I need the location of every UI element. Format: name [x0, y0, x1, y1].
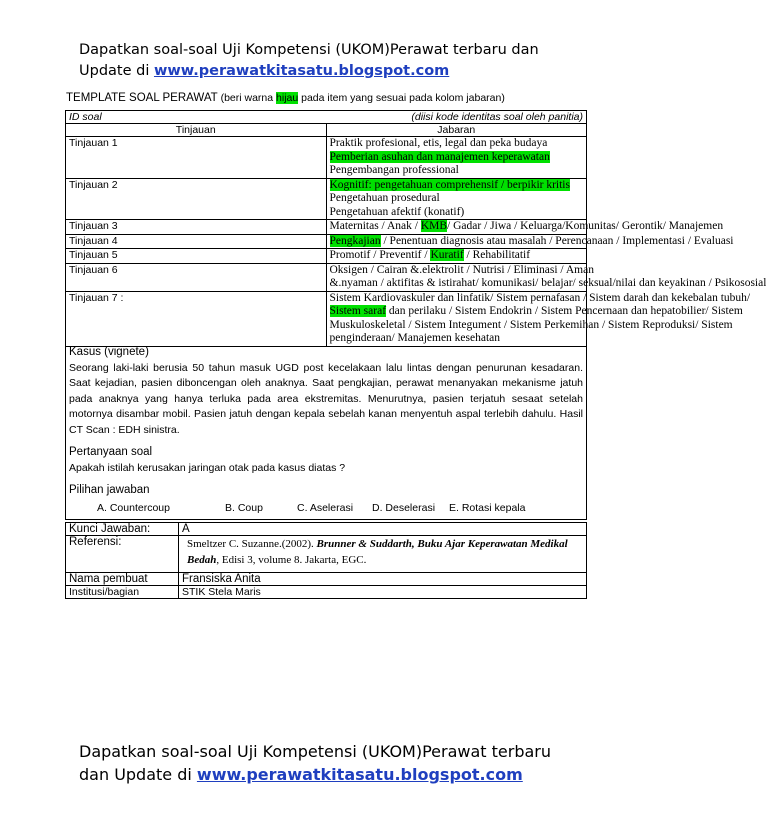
referensi-row: [66, 536, 587, 573]
referensi-value: [179, 536, 587, 573]
tinjauan-row: [66, 137, 587, 179]
tinjauan-label: Tinjauan 2: [66, 178, 327, 220]
header-top-text: Dapatkan soal-soal Uji Kompetensi (UKOM)Perawat terbaru dan Update di: [79, 42, 539, 79]
jabaran-text: Promotif / Preventif /: [329, 249, 431, 261]
jabaran-line: [329, 318, 733, 333]
jabaran-text: Muskuloskeletal / Sistem Integument / Sistem Perkemihan / Sistem Reproduksi/ Sistem: [329, 318, 733, 331]
kasus-label: Kasus (vignete): [69, 346, 149, 358]
jabaran-cell: [326, 291, 751, 346]
jabaran-text: Pengetahuan afektif (konatif): [329, 205, 465, 218]
jabaran-line: [330, 179, 584, 193]
tinjauan-label: Tinjauan 7 :: [66, 291, 327, 346]
jabaran-text: &.nyaman / aktifitas & istirahat/ komunikasi/ belajar/ seksual/nilai dan keyakinan / Psikososial: [329, 277, 766, 289]
option-a: A. Countercoup: [97, 501, 170, 514]
tinjauan-label: Tinjauan 1: [66, 137, 327, 179]
header-bottom-link[interactable]: www.perawatkitasatu.blogspot.com: [196, 765, 523, 784]
jabaran-text: / Gadar / Jiwa / Keluarga/Komunitas/ Gerontik/ Manajemen: [447, 220, 724, 232]
jabaran-line: [330, 249, 584, 263]
tinjauan-row: [66, 234, 587, 249]
template-title-text: TEMPLATE SOAL PERAWAT: [66, 92, 218, 104]
institusi-row: [66, 586, 587, 599]
jabaran-text: Maternitas / Anak /: [329, 220, 421, 232]
jabaran-text: Praktik profesional, etis, legal dan peka budaya: [329, 137, 548, 149]
tinjauan-label: Tinjauan 4: [66, 234, 327, 249]
ref-rest: , Edisi 3, volume 8. Jakarta, EGC.: [216, 554, 367, 566]
metadata-table: [65, 522, 587, 599]
jabaran-highlight: KMB: [420, 220, 448, 232]
col-header-jabaran: Jabaran: [326, 124, 587, 137]
id-row: [66, 111, 587, 124]
pembuat-label: Nama pembuat: [66, 573, 179, 586]
ref-author: Smeltzer C. Suzanne.(2002).: [187, 538, 317, 550]
jabaran-cell: [326, 178, 587, 220]
template-note-before: (beri warna: [217, 92, 277, 104]
kunci-row: [66, 523, 587, 536]
jabaran-text: Pengetahuan prosedural: [329, 192, 440, 204]
jabaran-cell: [326, 249, 587, 264]
header-bottom-text: Dapatkan soal-soal Uji Kompetensi (UKOM)Perawat terbaru dan Update di: [79, 742, 552, 784]
question-label: Pertanyaan soal: [69, 446, 153, 458]
option-e: E. Rotasi kepala: [449, 501, 526, 514]
jabaran-line: [330, 151, 584, 165]
jabaran-line: [329, 277, 766, 291]
jabaran-cell: [326, 220, 724, 235]
jabaran-highlight: Pengkajian: [329, 234, 381, 247]
jabaran-cell: [326, 137, 587, 179]
jabaran-line: [329, 263, 594, 278]
jabaran-line: [330, 137, 584, 151]
id-label: ID soal: [69, 111, 102, 123]
tinjauan-row: [66, 263, 587, 291]
jabaran-highlight: Sistem saraf: [329, 305, 387, 317]
pembuat-row: [66, 573, 587, 586]
jabaran-text: penginderaan/ Manajemen kesehatan: [329, 332, 501, 344]
tinjauan-row: [66, 220, 587, 235]
jabaran-text: / Penentuan diagnosis atau masalah / Perencanaan / Implementasi / Evaluasi: [380, 234, 734, 247]
jabaran-line: [330, 206, 584, 220]
institusi-label: Institusi/bagian: [66, 586, 179, 599]
kasus-story: Seorang laki-laki berusia 50 tahun masuk UGD post kecelakaan lalu lintas dengan penurunan kesadaran. Saat kejadian, pasien diboncengan oleh anaknya. Saat pengkajian, perawat menanyakan mekanisme jatuh pada anaknya yang hanya terluka pada area ekstremitas. Menurutnya, pasien terjatuh sesaat setelah motornya disambar mobil. Pasien jatuh dengan kepala sebelah kanan menyentuh aspal terlebih dahulu. Hasil CT Scan : EDH sinistra.: [69, 361, 583, 436]
jabaran-highlight: Pemberian asuhan dan manajemen keperawatan: [329, 150, 550, 163]
tinjauan-row: [66, 291, 587, 346]
question-text: Apakah istilah kerusakan jaringan otak pada kasus diatas ?: [69, 461, 346, 474]
jabaran-line: [329, 234, 734, 249]
jabaran-line: [329, 291, 751, 306]
template-title: [66, 92, 505, 104]
option-c: C. Aselerasi: [297, 501, 354, 514]
pembuat-value: Fransiska Anita: [179, 573, 587, 586]
header-top-link[interactable]: www.perawatkitasatu.blogspot.com: [153, 63, 450, 79]
institusi-value: STIK Stela Maris: [179, 586, 587, 599]
id-note: (diisi kode identitas soal oleh panitia): [411, 111, 583, 123]
tinjauan-row: [66, 178, 587, 220]
tinjauan-label: Tinjauan 5: [66, 249, 327, 264]
kunci-label: Kunci Jawaban:: [66, 523, 179, 536]
jabaran-line: [330, 192, 584, 206]
template-note-highlight: hijau: [276, 92, 299, 104]
tinjauan-row: [66, 249, 587, 264]
jabaran-cell: [326, 263, 766, 291]
ref-title: Brunner & Suddarth, Buku Ajar Keperawatan Medikal Bedah: [187, 538, 568, 566]
page-header-top: [79, 40, 579, 82]
jabaran-text: Sistem Kardiovaskuler dan linfatik/ Sistem pernafasan / Sistem darah dan kekebalan tubuh/: [329, 291, 751, 304]
col-header-tinjauan: Tinjauan: [66, 124, 327, 137]
jabaran-line: [329, 220, 724, 234]
jabaran-line: [330, 164, 584, 178]
option-d: D. Deselerasi: [372, 501, 436, 514]
tinjauan-label: Tinjauan 6: [66, 263, 327, 291]
jabaran-line: [329, 305, 743, 319]
kunci-value: A: [179, 523, 587, 536]
jabaran-text: / Rehabilitatif: [463, 249, 531, 261]
jabaran-highlight: Kognitif: pengetahuan comprehensif / berpikir kritis: [329, 178, 570, 191]
jabaran-highlight: Kuratif: [430, 249, 464, 261]
tinjauan-label: Tinjauan 3: [66, 220, 327, 235]
referensi-label: Referensi:: [66, 536, 179, 573]
jabaran-text: dan perilaku / Sistem Endokrin / Sistem Pencernaan dan hepatobilier/ Sistem: [386, 305, 743, 317]
jabaran-text: Oksigen / Cairan &.elektrolit / Nutrisi / Eliminasi / Aman: [329, 263, 594, 276]
kasus-section: [65, 343, 587, 520]
option-b: B. Coup: [225, 501, 263, 514]
page-header-bottom: [79, 740, 559, 786]
template-note-after: pada item yang sesuai pada kolom jabaran): [298, 92, 505, 104]
answer-options: [97, 501, 583, 517]
column-header-row: [66, 124, 587, 137]
jabaran-text: Pengembangan professional: [329, 164, 459, 176]
tinjauan-table: [65, 110, 766, 347]
jabaran-cell: [326, 234, 734, 249]
options-label: Pilihan jawaban: [69, 484, 150, 496]
